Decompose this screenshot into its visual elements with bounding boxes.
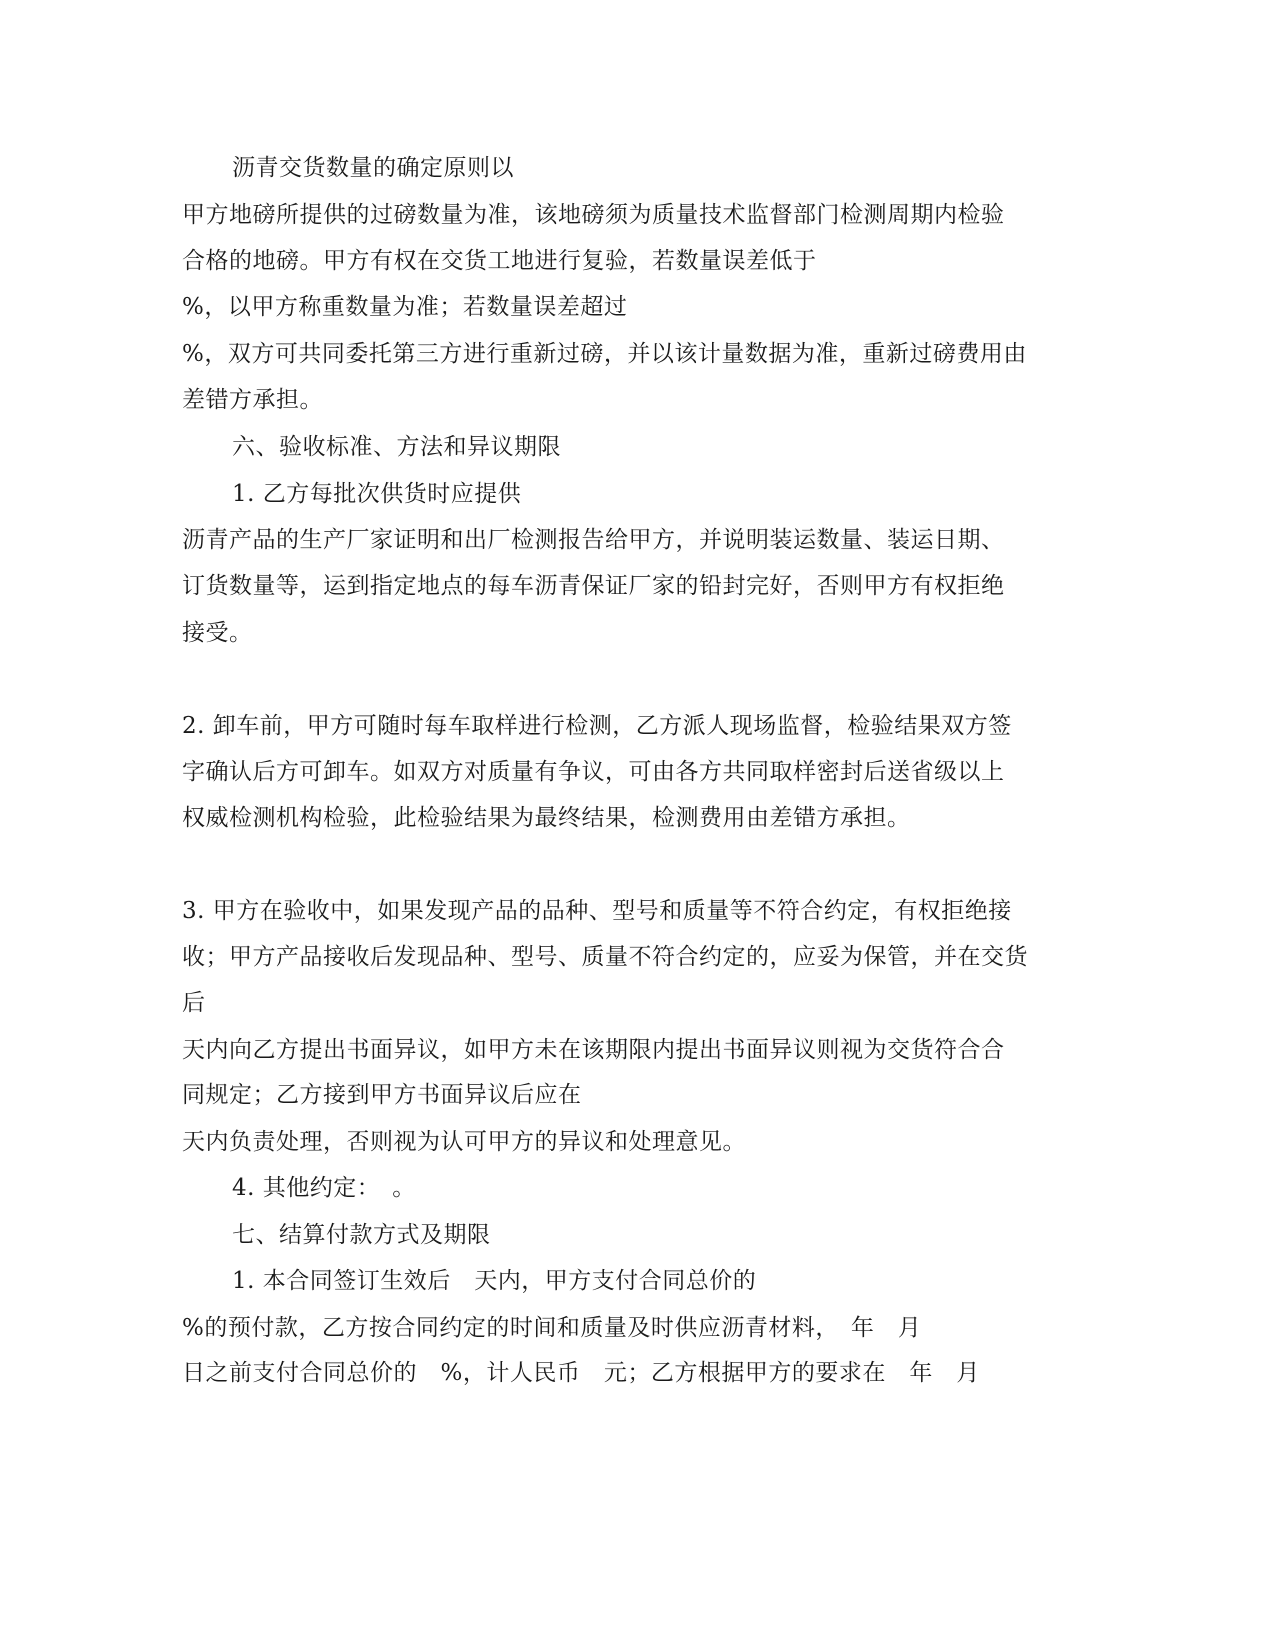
text-line: 合格的地磅。甲方有权在交货工地进行复验，若数量误差低于: [182, 248, 817, 274]
text-line: 2. 卸车前，甲方可随时每车取样进行检测，乙方派人现场监督，检验结果双方签: [182, 713, 1012, 739]
text-line: 收；甲方产品接收后发现品种、型号、质量不符合约定的，应妥为保管，并在交货: [182, 944, 1028, 970]
text-line: 沥青交货数量的确定原则以: [232, 155, 514, 181]
section-heading: 七、结算付款方式及期限: [232, 1222, 491, 1248]
text-line: %的预付款，乙方按合同约定的时间和质量及时供应沥青材料， 年 月: [182, 1315, 922, 1341]
text-line: 1. 乙方每批次供货时应提供: [232, 481, 522, 507]
text-line: %，双方可共同委托第三方进行重新过磅，并以该计量数据为准，重新过磅费用由: [182, 341, 1027, 367]
text-line: 后: [182, 990, 206, 1016]
text-line: 天内负责处理，否则视为认可甲方的异议和处理意见。: [182, 1129, 746, 1155]
text-line: 同规定；乙方接到甲方书面异议后应在: [182, 1082, 582, 1108]
text-line: 1. 本合同签订生效后 天内，甲方支付合同总价的: [232, 1268, 757, 1294]
text-line: 日之前支付合同总价的 %，计人民币 元；乙方根据甲方的要求在 年 月: [182, 1360, 980, 1386]
text-line: 3. 甲方在验收中，如果发现产品的品种、型号和质量等不符合约定，有权拒绝接: [182, 898, 1012, 924]
section-heading: 六、验收标准、方法和异议期限: [232, 434, 561, 460]
text-line: 权威检测机构检验，此检验结果为最终结果，检测费用由差错方承担。: [182, 805, 911, 831]
text-line: 字确认后方可卸车。如双方对质量有争议，可由各方共同取样密封后送省级以上: [182, 759, 1005, 785]
text-line: 差错方承担。: [182, 387, 323, 413]
text-line: 沥青产品的生产厂家证明和出厂检测报告给甲方，并说明装运数量、装运日期、: [182, 527, 1005, 553]
text-line: 订货数量等，运到指定地点的每车沥青保证厂家的铅封完好，否则甲方有权拒绝: [182, 573, 1005, 599]
text-line: 4. 其他约定： 。: [232, 1175, 416, 1201]
text-line: 接受。: [182, 620, 253, 646]
text-line: 天内向乙方提出书面异议，如甲方未在该期限内提出书面异议则视为交货符合合: [182, 1037, 1005, 1063]
text-line: %，以甲方称重数量为准；若数量误差超过: [182, 294, 628, 320]
text-line: 甲方地磅所提供的过磅数量为准，该地磅须为质量技术监督部门检测周期内检验: [182, 202, 1005, 228]
